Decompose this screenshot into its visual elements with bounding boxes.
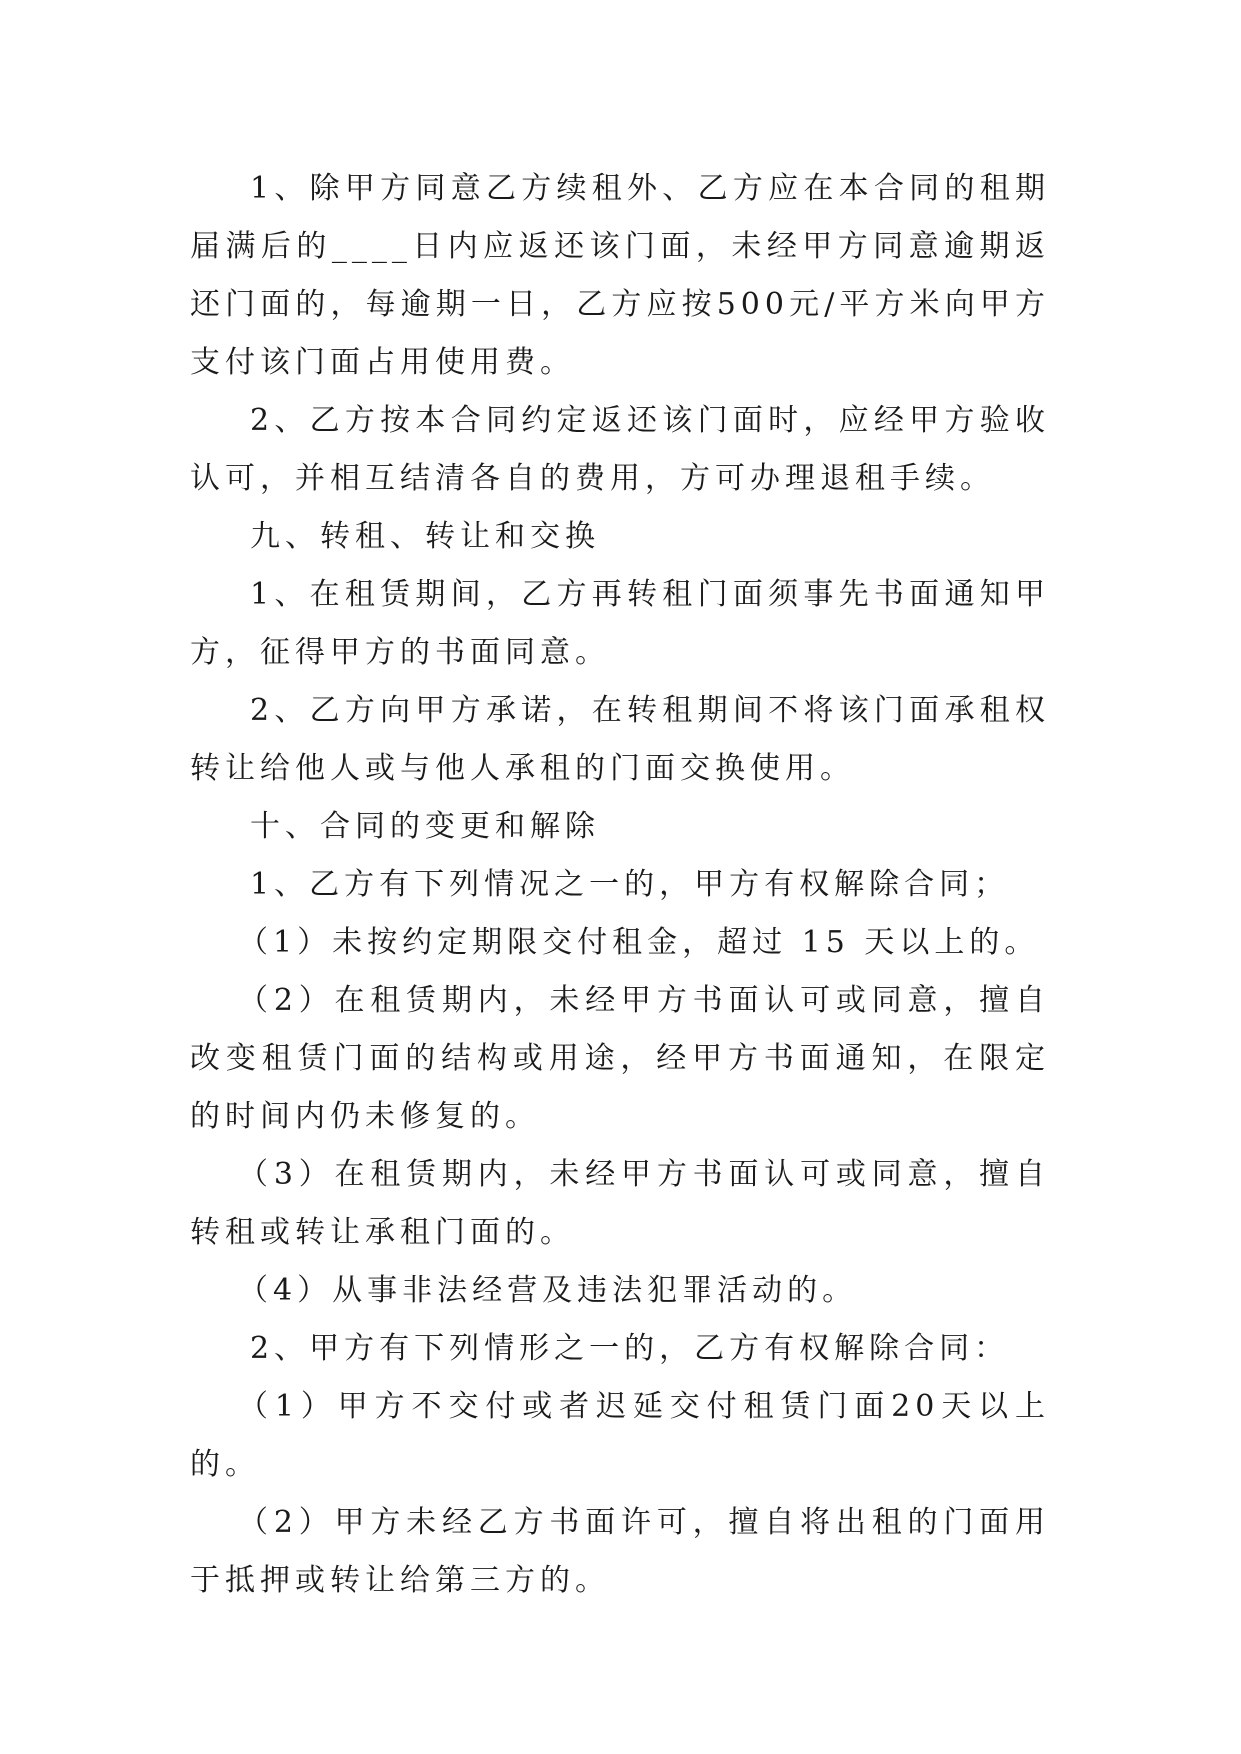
section-heading-sublease: 九、转租、转让和交换 bbox=[250, 519, 600, 554]
list-item-unpaid-rent: （1）未按约定期限交付租金，超过 15 天以上的。 bbox=[238, 925, 1040, 960]
document-body bbox=[190, 160, 1050, 1610]
paragraph-lessor-termination-rights: 1、乙方有下列情况之一的，甲方有权解除合同； bbox=[250, 867, 1010, 902]
list-item-delayed-delivery: （1）甲方不交付或者迟延交付租赁门面20天以上的。 bbox=[190, 1389, 1050, 1482]
paragraph-sublease-notice: 1、在租赁期间，乙方再转租门面须事先书面通知甲方，征得甲方的书面同意。 bbox=[190, 577, 1050, 670]
list-item-illegal-activity: （4）从事非法经营及违法犯罪活动的。 bbox=[238, 1273, 858, 1308]
section-heading-termination: 十、合同的变更和解除 bbox=[250, 809, 600, 844]
list-item-unauthorized-mortgage: （2）甲方未经乙方书面许可，擅自将出租的门面用于抵押或转让给第三方的。 bbox=[190, 1505, 1050, 1598]
list-item-structure-change: （2）在租赁期内，未经甲方书面认可或同意，擅自改变租赁门面的结构或用途，经甲方书面通知，在限定的时间内仍未修复的。 bbox=[190, 983, 1050, 1134]
paragraph-return-deadline: 1、除甲方同意乙方续租外、乙方应在本合同的租期届满后的____日内应返还该门面，未经甲方同意逾期返还门面的，每逾期一日，乙方应按500元/平方米向甲方支付该门面占用使用费。 bbox=[190, 171, 1050, 380]
paragraph-lessee-termination-rights: 2、甲方有下列情形之一的，乙方有权解除合同： bbox=[250, 1331, 1010, 1366]
list-item-unauthorized-sublease: （3）在租赁期内，未经甲方书面认可或同意，擅自转租或转让承租门面的。 bbox=[190, 1157, 1050, 1250]
paragraph-sublease-promise: 2、乙方向甲方承诺，在转租期间不将该门面承租权转让给他人或与他人承租的门面交换使用。 bbox=[190, 693, 1050, 786]
paragraph-return-inspection: 2、乙方按本合同约定返还该门面时，应经甲方验收认可，并相互结清各自的费用，方可办理退租手续。 bbox=[190, 403, 1050, 496]
